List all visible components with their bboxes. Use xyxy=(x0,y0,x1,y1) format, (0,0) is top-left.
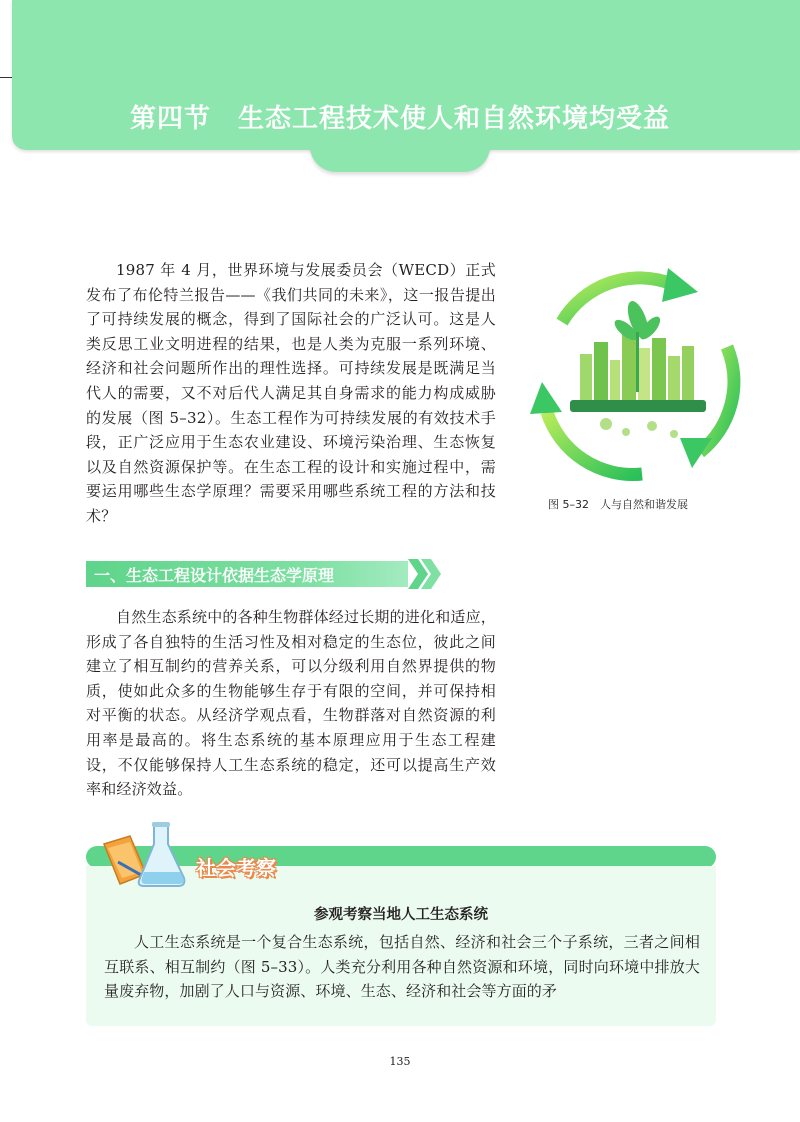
folder-flask-icon xyxy=(100,822,192,892)
intro-paragraph: 1987 年 4 月，世界环境与发展委员会（WECD）正式发布了布伦特兰报告——《我们共同的未来》，这一报告提出了可持续发展的概念，得到了国际社会的广泛认可。这是人类反思工业文明进程的结果，也是人类为克服一系列环境、经济和社会问题所作出的理性选择。可持续发展是既满足当代人的需要，又不对后代人满足其自身需求的能力构成威胁的发展（图 5–32）。生态工程作为可持续发展的有效技术手段，正广泛应用于生态农业建设、环境污染治理、生态恢复以及自然资源保护等。在生态工程的设计和实施过程中，需要运用哪些生态学原理？需要采用哪些系统工程的方法和技术？ xyxy=(86,261,496,525)
survey-label: 社会考察 xyxy=(196,856,276,880)
survey-title: 参观考察当地人工生态系统 xyxy=(314,907,488,923)
section-heading: 一、生态工程设计依据生态学原理 xyxy=(94,566,335,585)
ground-band xyxy=(570,400,706,412)
figure-caption: 图 5–32 人与自然和谐发展 xyxy=(548,498,688,511)
banner-edge-line xyxy=(0,77,12,78)
section-title: 第四节 生态工程技术使人和自然环境均受益 xyxy=(129,104,670,134)
survey-paragraph: 人工生态系统是一个复合生态系统，包括自然、经济和社会三个子系统，三者之间相互联系、相互制约（图 5–33）。人类充分利用各种自然资源和环境，同时向环境中排放大量废弃物，加剧了人口与资源、环境、生态、经济和社会等方面的矛 xyxy=(104,933,700,1001)
section-paragraph: 自然生态系统中的各种生物群体经过长期的进化和适应，形成了各自独特的生活习性及相对稳定的生态位，彼此之间建立了相互制约的营养关系，可以分级利用自然界提供的物质，使如此众多的生物能够生存于有限的空间，并可保持相对平衡的状态。从经济学观点看，生物群落对自然资源的利用率是最高的。将生态系统的基本原理应用于生态工程建设，不仅能够保持人工生态系统的稳定，还可以提高生产效率和经济效益。 xyxy=(86,608,497,799)
harmony-illustration xyxy=(522,262,750,490)
section-heading-bar xyxy=(86,561,408,587)
page-number: 135 xyxy=(389,1055,411,1068)
double-chevron-icon xyxy=(408,559,442,589)
